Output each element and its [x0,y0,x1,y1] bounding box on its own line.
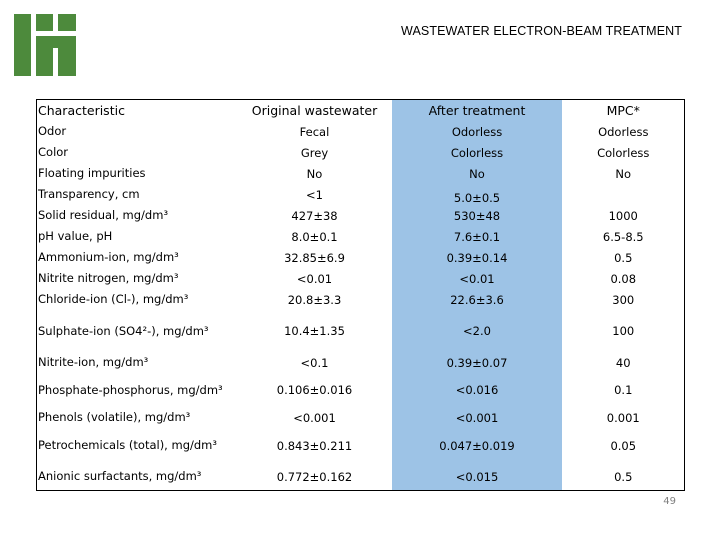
cell-original: 10.4±1.35 [284,324,345,338]
table-row [37,268,685,289]
cell-mpc: Odorless [598,124,649,139]
table-row [37,184,685,205]
cell-characteristic: Transparency, cm [38,187,140,201]
cell-mpc: Colorless [597,145,650,160]
table-row [37,142,685,163]
cell-mpc [562,184,685,205]
cell-after: <2.0 [392,310,562,352]
cell-characteristic: Chloride-ion (Cl-), mg/dm³ [38,292,189,306]
cell-characteristic: Odor [38,124,67,138]
header-characteristic: Characteristic [38,103,125,118]
logo-bar-right-top [58,14,76,31]
cell-characteristic: Solid residual, mg/dm³ [38,208,169,222]
cell-after: 0.047±0.019 [392,428,562,463]
cell-after: <0.01 [392,268,562,289]
cell-characteristic: Ammonium-ion, mg/dm³ [38,250,179,264]
cell-mpc: 0.05 [610,438,637,453]
cell-original: 32.85±6.9 [284,250,345,265]
cell-characteristic: Sulphate-ion (SO4²-), mg/dm³ [38,323,209,338]
organization-logo [14,14,76,76]
cell-mpc: 0.1 [614,383,633,397]
cell-after: Colorless [392,142,562,163]
cell-characteristic: Nitrite-ion, mg/dm³ [38,355,149,369]
cell-original: 427±38 [291,208,338,223]
table-header-row [37,100,685,122]
cell-after: <0.015 [392,463,562,491]
logo-bar-left [14,14,31,76]
cell-characteristic: Phenols (volatile), mg/dm³ [38,410,191,424]
table-row [37,247,685,268]
cell-after: Odorless [392,121,562,142]
cell-characteristic: Phosphate-phosphorus, mg/dm³ [38,382,223,397]
cell-original: Fecal [299,124,330,139]
table-row [37,373,685,407]
cell-mpc: 40 [615,355,631,370]
cell-after: <0.016 [392,373,562,407]
header-original: Original wastewater [251,103,378,118]
cell-original: 0.106±0.016 [276,383,353,397]
cell-mpc: 100 [612,324,635,338]
cell-mpc: 6.5-8.5 [602,229,644,244]
table-row [37,121,685,142]
table-row [37,226,685,247]
cell-after: No [392,163,562,184]
cell-characteristic: pH value, pH [38,229,113,243]
cell-original: 0.772±0.162 [276,469,353,484]
cell-original: 8.0±0.1 [291,229,338,244]
cell-original: <0.001 [293,410,336,425]
cell-mpc: No [615,166,632,181]
table-row [37,428,685,463]
cell-mpc: 0.08 [610,271,637,286]
cell-after: <0.001 [392,407,562,428]
cell-original: Grey [300,145,329,160]
cell-after: 7.6±0.1 [392,226,562,247]
cell-mpc: 0.5 [614,469,633,484]
logo-bar-middle-tab [53,36,58,48]
cell-mpc: 1000 [608,208,638,223]
cell-after: 5.0±0.5 [392,184,562,205]
table-row [37,407,685,428]
cell-original: No [306,166,323,181]
cell-characteristic: Color [38,145,69,159]
slide-title: WASTEWATER ELECTRON-BEAM TREATMENT [401,24,682,38]
cell-mpc: 300 [612,292,635,307]
table-row [37,205,685,226]
cell-after: 0.39±0.14 [392,247,562,268]
table-row [37,310,685,352]
table-row [37,163,685,184]
cell-characteristic: Nitrite nitrogen, mg/dm³ [38,271,179,285]
cell-original: <0.1 [300,355,329,370]
cell-characteristic: Floating impurities [38,166,146,180]
cell-characteristic: Anionic surfactants, mg/dm³ [38,469,202,483]
table-row [37,352,685,373]
logo-bar-right-bottom [58,36,76,76]
cell-original: 0.843±0.211 [276,438,353,453]
cell-after: 530±48 [392,205,562,226]
cell-characteristic: Petrochemicals (total), mg/dm³ [38,438,217,452]
table-row [37,463,685,491]
cell-original: <1 [306,187,323,202]
treatment-results-table [36,99,685,491]
table-row [37,289,685,310]
cell-mpc: 0.5 [614,250,633,265]
header-mpc: MPC* [606,103,640,118]
cell-original: <0.01 [296,271,333,286]
logo-bar-middle [36,14,53,76]
cell-mpc: 0.001 [606,410,640,425]
header-after: After treatment [392,100,562,122]
cell-after: 22.6±3.6 [392,289,562,310]
cell-after: 0.39±0.07 [392,352,562,373]
cell-original: 20.8±3.3 [287,292,342,307]
page-number: 49 [663,496,676,507]
